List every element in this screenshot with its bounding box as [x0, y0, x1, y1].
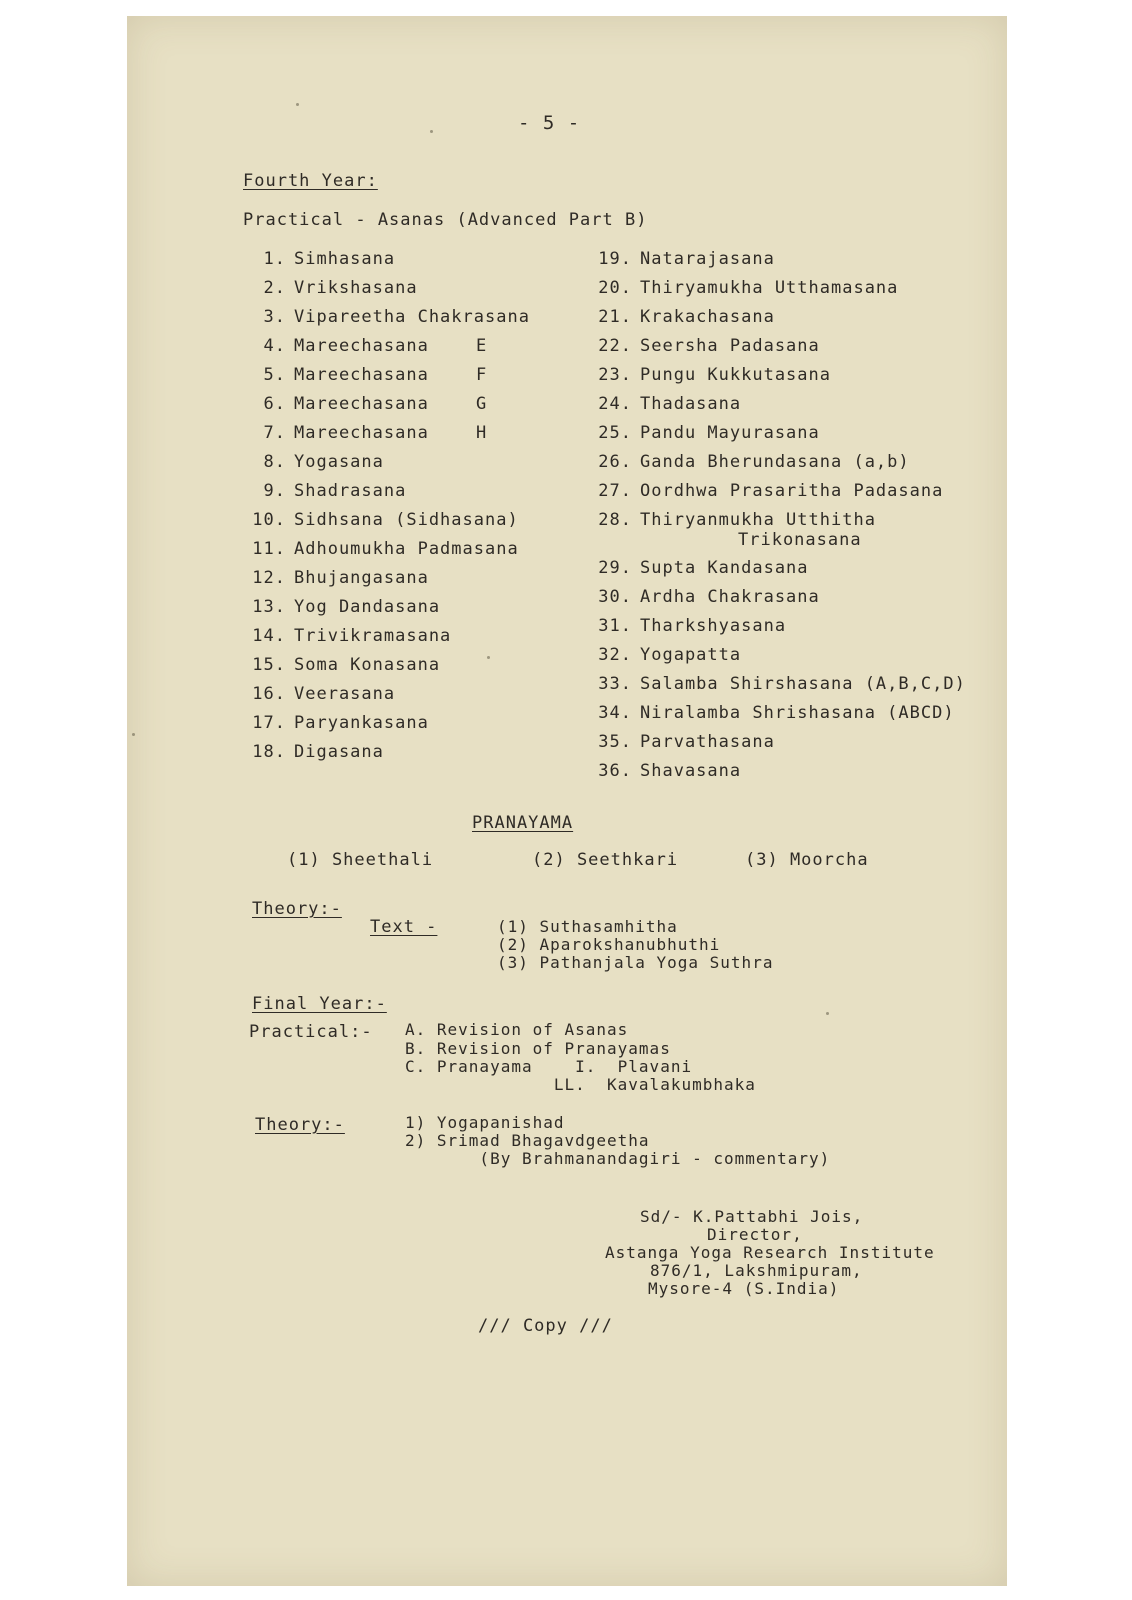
- asana-item: 10. Sidhsana (Sidhasana): [252, 510, 519, 530]
- final-theory-label: Theory:-: [255, 1115, 345, 1135]
- asana-item: 31. Tharkshyasana: [598, 616, 787, 636]
- asana-item: 8. Yogasana: [263, 452, 384, 472]
- asana-item: 16. Veerasana: [252, 684, 396, 704]
- page-number: - 5 -: [518, 112, 581, 134]
- theory-item: (By Brahmanandagiri - commentary): [405, 1149, 831, 1168]
- asana-item: 17. Paryankasana: [252, 713, 429, 733]
- asana-item: 25. Pandu Mayurasana: [598, 423, 820, 443]
- signature-line: Director,: [707, 1225, 803, 1244]
- asana-item: 13. Yog Dandasana: [252, 597, 441, 617]
- practical-item: B. Revision of Pranayamas: [405, 1039, 671, 1058]
- asana-item: 24. Thadasana: [598, 394, 742, 414]
- practical-item: LL. Kavalakumbhaka: [405, 1075, 756, 1094]
- asana-item: 15. Soma Konasana: [252, 655, 441, 675]
- asana-item: 26. Ganda Bherundasana (a,b): [598, 452, 910, 472]
- pranayama-item: (1) Sheethali: [287, 850, 434, 870]
- asana-item: 7. Mareechasana H: [263, 423, 488, 443]
- asana-item: 28. Thiryanmukha Utthitha Trikonasana: [590, 510, 966, 558]
- asana-item: 6. Mareechasana G: [263, 394, 488, 414]
- final-year-heading: Final Year:-: [252, 994, 387, 1014]
- practical-item: A. Revision of Asanas: [405, 1020, 629, 1039]
- paper-speck: [430, 130, 433, 133]
- asana-item: 23. Pungu Kukkutasana: [598, 365, 831, 385]
- copy-mark: /// Copy ///: [478, 1316, 613, 1336]
- asana-item: 1. Simhasana: [263, 249, 396, 269]
- asana-list-left: [244, 249, 530, 771]
- asana-item: 4. Mareechasana E: [263, 336, 488, 356]
- paper-speck: [296, 103, 299, 106]
- asana-item: 36. Shavasana: [598, 761, 742, 781]
- theory-label: Theory:-: [252, 899, 342, 919]
- asana-item: 11. Adhoumukha Padmasana: [252, 539, 519, 559]
- asana-item: 21. Krakachasana: [598, 307, 775, 327]
- asana-item: 18. Digasana: [252, 742, 384, 762]
- asana-item: 32. Yogapatta: [598, 645, 742, 665]
- signature-line: Astanga Yoga Research Institute: [605, 1243, 935, 1262]
- asana-item: 22. Seersha Padasana: [598, 336, 820, 356]
- text-label: Text -: [370, 917, 438, 937]
- signature-line: Mysore-4 (S.India): [648, 1279, 840, 1298]
- paper-speck: [826, 1012, 829, 1015]
- practical-label: Practical:-: [249, 1022, 373, 1042]
- signature-line: Sd/- K.Pattabhi Jois,: [640, 1207, 864, 1226]
- practical-asanas-subheading: Practical - Asanas (Advanced Part B): [243, 210, 648, 230]
- asana-item: 30. Ardha Chakrasana: [598, 587, 820, 607]
- pranayama-item: (3) Moorcha: [745, 850, 869, 870]
- asana-item: 5. Mareechasana F: [263, 365, 488, 385]
- asana-list-right: [590, 249, 966, 790]
- paper-speck: [132, 733, 135, 736]
- text-item: (2) Aparokshanubhuthi: [497, 935, 721, 954]
- asana-item: 35. Parvathasana: [598, 732, 775, 752]
- asana-name-continuation: Trikonasana: [738, 530, 862, 550]
- text-item: (3) Pathanjala Yoga Suthra: [497, 953, 774, 972]
- signature-line: 876/1, Lakshmipuram,: [650, 1261, 863, 1280]
- theory-item: 1) Yogapanishad: [405, 1113, 565, 1132]
- asana-item: 3. Vipareetha Chakrasana: [263, 307, 530, 327]
- asana-item: 14. Trivikramasana: [252, 626, 452, 646]
- asana-item: 12. Bhujangasana: [252, 568, 429, 588]
- pranayama-title: PRANAYAMA: [472, 813, 574, 833]
- asana-item: 33. Salamba Shirshasana (A,B,C,D): [598, 674, 966, 694]
- asana-item: 34. Niralamba Shrishasana (ABCD): [598, 703, 955, 723]
- pranayama-item: (2) Seethkari: [532, 850, 679, 870]
- asana-item: 20. Thiryamukha Utthamasana: [598, 278, 899, 298]
- theory-item: 2) Srimad Bhagavdgeetha: [405, 1131, 650, 1150]
- fourth-year-heading: Fourth Year:: [243, 171, 378, 191]
- asana-item: 2. Vrikshasana: [263, 278, 418, 298]
- practical-item: C. Pranayama I. Plavani: [405, 1057, 693, 1076]
- asana-item: 9. Shadrasana: [263, 481, 407, 501]
- asana-item: 27. Oordhwa Prasaritha Padasana: [598, 481, 944, 501]
- asana-item: 29. Supta Kandasana: [598, 558, 809, 578]
- text-item: (1) Suthasamhitha: [497, 917, 678, 936]
- asana-item: 19. Natarajasana: [598, 249, 775, 269]
